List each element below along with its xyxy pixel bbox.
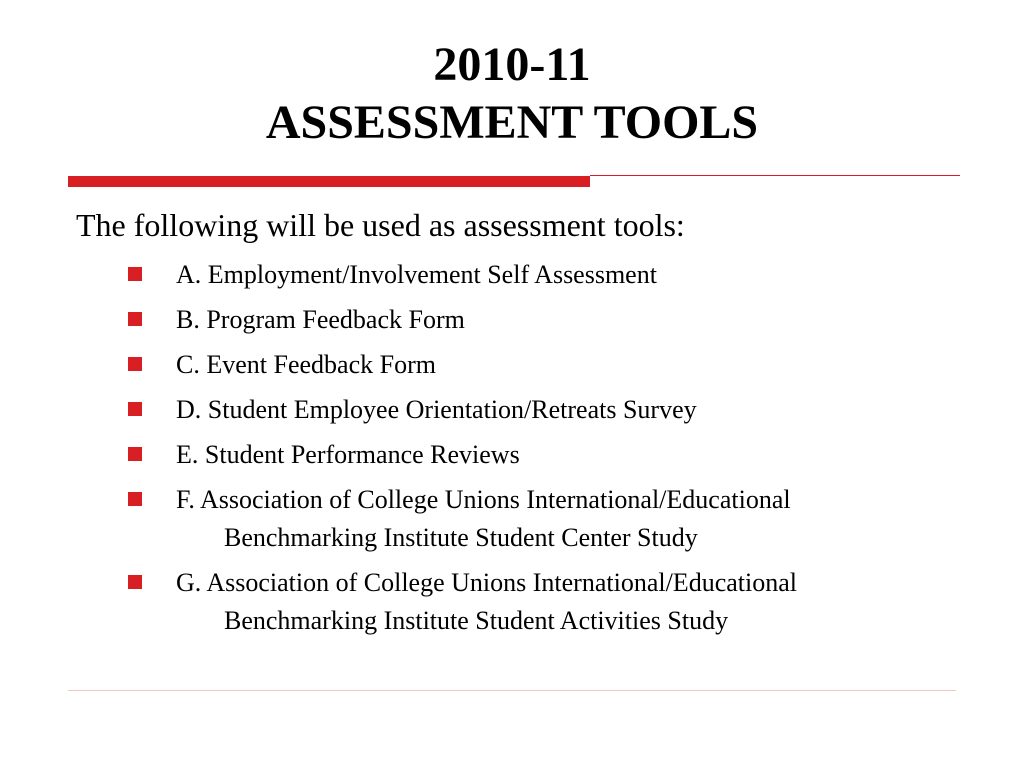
list-item-text: F. Association of College Unions International/Educational [176, 485, 791, 514]
list-item [128, 481, 968, 557]
intro-text: The following will be used as assessment tools: [76, 207, 685, 243]
title-divider-thick [68, 176, 590, 187]
title-divider-thin [590, 175, 960, 176]
square-bullet-icon [128, 267, 142, 281]
list-item [128, 256, 968, 294]
list-item-text: G. Association of College Unions International/Educational [176, 568, 797, 597]
square-bullet-icon [128, 492, 142, 506]
list-item [128, 301, 968, 339]
assessment-tools-list [128, 256, 968, 647]
slide-title [0, 36, 1024, 152]
square-bullet-icon [128, 575, 142, 589]
list-item-text: A. Employment/Involvement Self Assessment [176, 260, 657, 289]
title-line-year: 2010-11 [433, 38, 591, 91]
title-line-heading: ASSESSMENT TOOLS [265, 96, 759, 149]
square-bullet-icon [128, 357, 142, 371]
list-item [128, 564, 968, 640]
list-item-continuation: Benchmarking Institute Student Activities Study [224, 606, 729, 635]
square-bullet-icon [128, 312, 142, 326]
square-bullet-icon [128, 402, 142, 416]
footer-divider [68, 690, 956, 691]
list-item [128, 436, 968, 474]
list-item-text: C. Event Feedback Form [176, 350, 436, 379]
list-item [128, 391, 968, 429]
list-item-text: B. Program Feedback Form [176, 305, 465, 334]
list-item-text: E. Student Performance Reviews [176, 440, 520, 469]
square-bullet-icon [128, 447, 142, 461]
list-item [128, 346, 968, 384]
list-item-text: D. Student Employee Orientation/Retreats Survey [176, 395, 697, 424]
list-item-continuation: Benchmarking Institute Student Center Study [224, 523, 698, 552]
